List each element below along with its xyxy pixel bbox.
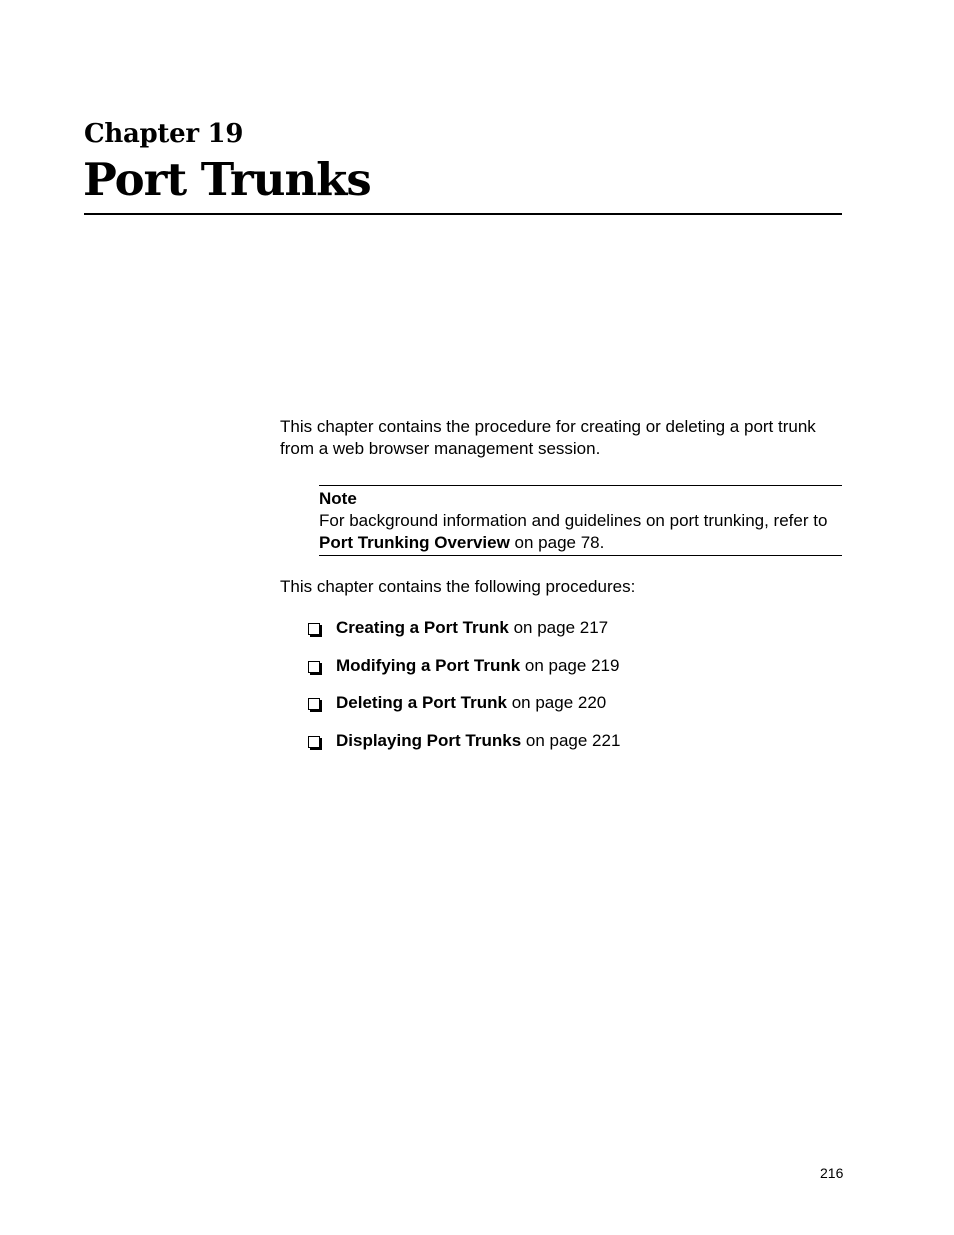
note-text: For background information and guidelines on port trunking, refer to — [319, 511, 828, 530]
procedures-intro: This chapter contains the following procedures: — [280, 577, 636, 596]
procedure-page-ref: on page 221 — [521, 730, 621, 750]
procedure-page-ref: on page 220 — [506, 693, 607, 712]
procedure-list — [307, 617, 620, 767]
procedure-page-ref: on page 219 — [520, 655, 620, 675]
checkbox-icon — [308, 736, 320, 748]
note-heading: Note — [319, 489, 357, 508]
note-box — [319, 485, 842, 556]
procedure-link-modifying[interactable]: Modifying a Port Trunk — [336, 655, 521, 675]
page-title: Port Trunks — [83, 153, 371, 206]
title-divider — [84, 213, 842, 215]
checkbox-icon — [308, 661, 320, 673]
page-number: 216 — [820, 1165, 844, 1181]
intro-paragraph: This chapter contains the procedure for creating or deleting a port trunk from a web browser management session. — [280, 417, 816, 458]
list-item — [307, 655, 620, 693]
procedure-link-creating[interactable]: Creating a Port Trunk — [336, 618, 509, 637]
list-item — [307, 730, 620, 768]
procedure-link-deleting[interactable]: Deleting a Port Trunk — [336, 693, 507, 712]
procedure-page-ref: on page 217 — [508, 618, 609, 637]
note-page-ref: on page 78. — [509, 533, 605, 552]
list-item — [307, 617, 620, 655]
note-link-port-trunking-overview[interactable]: Port Trunking Overview — [319, 533, 510, 552]
chapter-label: Chapter 19 — [84, 119, 244, 149]
checkbox-icon — [308, 623, 320, 635]
checkbox-icon — [308, 698, 320, 710]
procedure-link-displaying[interactable]: Displaying Port Trunks — [336, 730, 522, 750]
list-item — [307, 692, 620, 730]
